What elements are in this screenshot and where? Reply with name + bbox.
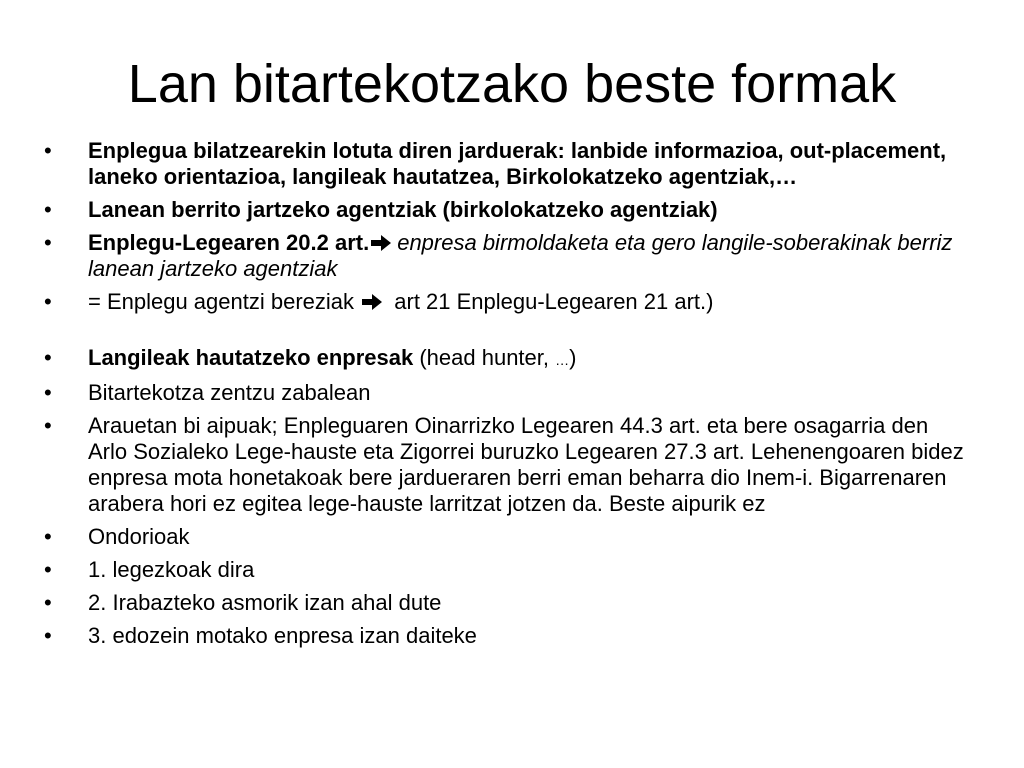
bullet-marker: • <box>44 289 52 314</box>
bullet-marker: • <box>44 590 52 615</box>
bullet-marker: • <box>44 197 52 222</box>
item-text: Lanean berrito jartzeko agentziak (birkolokatzeko agentziak) <box>88 197 718 222</box>
list-item <box>44 345 964 373</box>
slide-title: Lan bitartekotzako beste formak <box>127 54 897 114</box>
list-item <box>44 230 964 282</box>
item-text: 1. legezkoak dira <box>88 557 255 582</box>
right-arrow-icon <box>371 235 393 251</box>
list-item <box>44 413 964 517</box>
bullet-marker: • <box>44 524 52 549</box>
right-arrow-icon <box>362 294 384 310</box>
list-item <box>44 289 964 315</box>
item-text-a: (head hunter, <box>413 345 556 370</box>
bullet-marker: • <box>44 623 52 648</box>
list-item <box>44 380 964 406</box>
bullet-marker: • <box>44 413 52 438</box>
list-item <box>44 138 964 190</box>
item-text: 3. edozein motako enpresa izan daiteke <box>88 623 477 648</box>
list-item <box>44 623 964 649</box>
list-item <box>44 590 964 616</box>
item-ellipsis: … <box>555 352 570 368</box>
item-text: Bitartekotza zentzu zabalean <box>88 380 371 405</box>
bullet-marker: • <box>44 557 52 582</box>
item-text-b: ) <box>569 345 577 370</box>
bullet-marker: • <box>44 380 52 405</box>
item-text: Ondorioak <box>88 524 190 549</box>
item-lead-text: Langileak hautatzeko enpresak <box>88 345 414 370</box>
item-text: Enplegua bilatzearekin lotuta diren jarduerak: lanbide informazioa, out-placement, laneko orientazioa, langileak hautatzea, Birkolokatzeko agentziak,… <box>88 138 947 189</box>
list-item <box>44 197 964 223</box>
item-text-post: art 21 Enplegu-Legearen 21 art.) <box>388 289 714 314</box>
item-text: 2. Irabazteko asmorik izan ahal dute <box>88 590 442 615</box>
item-text-pre: = Enplegu agentzi bereziak <box>88 289 361 314</box>
item-italic-text: enpresa birmoldaketa eta gero langile-soberakinak berriz lanean jartzeko agentziak <box>88 230 953 281</box>
bullet-marker: • <box>44 345 52 370</box>
bullet-marker: • <box>44 138 52 163</box>
item-lead-text: Enplegu-Legearen 20.2 art. <box>88 230 370 255</box>
bullet-list <box>44 138 964 656</box>
bullet-marker: • <box>44 230 52 255</box>
list-item <box>44 524 964 550</box>
item-text: Arauetan bi aipuak; Enpleguaren Oinarrizko Legearen 44.3 art. eta bere osagarria den Arlo Sozialeko Lege-hauste eta Zigorrei buruzko Legearen 27.3 art. Lehenengoaren bidez enpresa mota honetakoak bere jardueraren berri eman beharra dio Inem-i. Bigarrenaren arabera hori ez egitea lege-hauste larritzat jotzen da. Beste aipurik ez <box>88 413 964 516</box>
list-item <box>44 557 964 583</box>
